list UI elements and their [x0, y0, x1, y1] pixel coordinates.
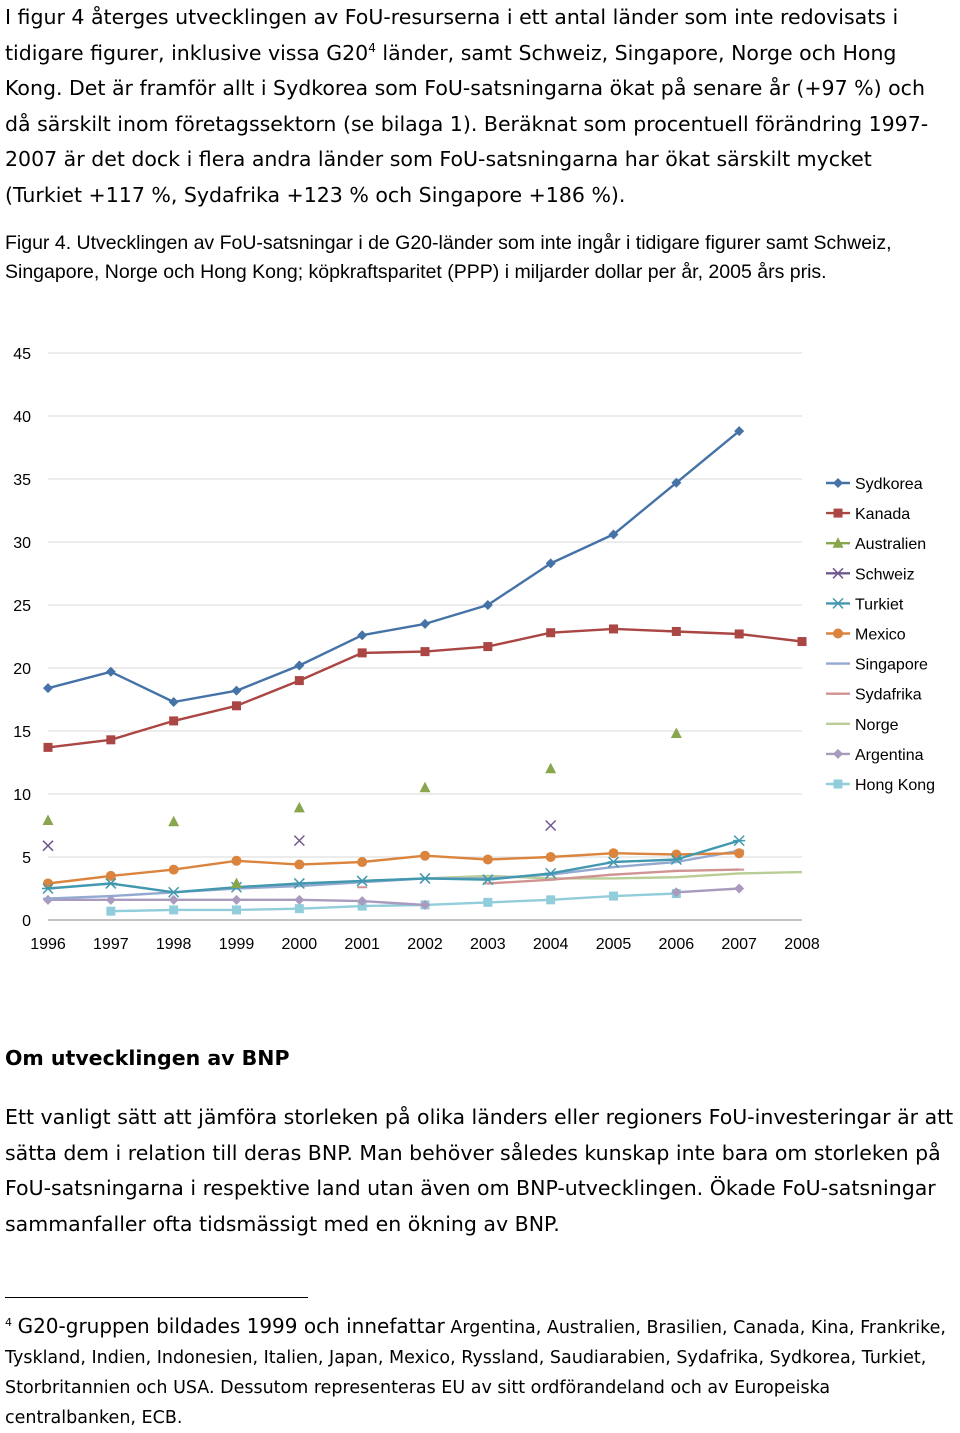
data-point-mexico — [169, 865, 179, 875]
figure-caption: Figur 4. Utvecklingen av FoU-satsningar i de G20-länder som inte ingår i tidigare figurer samt Schweiz, Singapore, Norge och Hong Kong; köpkraftsparitet (PPP) i miljarder dollar per år, 2005 års pris. — [5, 232, 892, 283]
legend-item-argentina — [826, 747, 924, 764]
data-point-sydkorea — [169, 697, 179, 707]
data-point-australien — [168, 816, 179, 827]
legend-marker — [834, 780, 843, 789]
data-point-sydkorea — [232, 686, 242, 696]
data-point-argentina — [294, 895, 304, 905]
legend-label: Schweiz — [855, 566, 915, 584]
data-point-mexico — [294, 860, 304, 870]
data-point-argentina — [43, 895, 53, 905]
legend-label: Australien — [855, 536, 927, 554]
data-point-kanada — [232, 701, 241, 710]
x-tick-label: 2007 — [721, 936, 757, 953]
data-point-hong-kong — [609, 892, 618, 901]
data-point-mexico — [420, 851, 430, 861]
x-tick-label: 2000 — [281, 936, 318, 953]
legend-label: Sydkorea — [855, 476, 923, 493]
legend-marker — [832, 598, 844, 608]
x-tick-label: 2005 — [595, 936, 632, 953]
legend-label: Turkiet — [855, 596, 904, 614]
y-tick-label: 45 — [13, 346, 31, 363]
legend-item-turkiet — [826, 596, 904, 613]
y-tick-label: 40 — [13, 409, 31, 426]
data-point-kanada — [421, 647, 430, 656]
legend-item-hong-kong — [826, 777, 935, 794]
series-line-argentina — [48, 889, 739, 905]
data-point-kanada — [358, 648, 367, 657]
y-tick-label: 5 — [22, 850, 31, 867]
x-tick-label: 1997 — [93, 936, 129, 953]
y-tick-label: 25 — [13, 598, 31, 615]
data-point-kanada — [44, 743, 53, 752]
y-axis-ticks — [13, 346, 31, 930]
data-point-hong-kong — [295, 904, 304, 913]
x-tick-label: 2003 — [470, 936, 506, 953]
legend-label: Norge — [855, 716, 899, 734]
data-point-mexico — [546, 852, 556, 862]
data-point-hong-kong — [546, 895, 555, 904]
section-title: Om utvecklingen av BNP — [5, 1046, 290, 1070]
footnote-number: 4 — [5, 1316, 12, 1329]
data-point-turkiet — [356, 876, 368, 886]
y-tick-label: 30 — [13, 535, 31, 552]
data-point-mexico — [43, 878, 53, 888]
data-point-sydkorea — [294, 660, 304, 670]
data-point-mexico — [609, 848, 619, 858]
legend-item-australien — [826, 536, 926, 553]
data-point-australien — [294, 802, 305, 813]
y-tick-label: 15 — [13, 724, 31, 741]
footnote-rest: Argentina, Australien, Brasilien, Canada, Kina, Frankrike, Tyskland, Indien, Indonesien, Italien, Japan, Mexico, Ryssland, Saudiarabien, Sydafrika, Sydkorea, Turkiet, Storbritannien och USA. Dessutom representeras EU av sitt ordförandeland och av Europeiska centralbanken, ECB. — [5, 1317, 946, 1428]
legend-marker — [833, 629, 843, 639]
legend-label: Kanada — [855, 506, 911, 524]
series-turkiet — [42, 836, 745, 898]
data-point-schweiz — [294, 836, 304, 846]
data-point-mexico — [357, 857, 367, 867]
data-point-sydkorea — [420, 619, 430, 629]
legend-item-singapore — [826, 657, 928, 674]
series-sydkorea — [43, 426, 744, 707]
data-point-kanada — [609, 624, 618, 633]
x-tick-label: 2004 — [532, 936, 569, 953]
legend-label: Argentina — [855, 746, 924, 764]
data-point-kanada — [672, 627, 681, 636]
legend-item-kanada — [826, 506, 910, 523]
x-tick-label: 2001 — [344, 936, 380, 953]
legend-marker — [833, 478, 843, 488]
body-paragraph: Ett vanligt sätt att jämföra storleken på olika länders eller regioners FoU-investeringar är att sätta dem i relation till deras BNP. Man behöver således kunskap inte bara om storleken på FoU-satsningarna i respektive land utan även om BNP-utvecklingen. Ökade FoU-satsningar sammanfaller ofta tidsmässigt med en ökning av BNP. — [5, 1105, 954, 1236]
data-point-kanada — [546, 628, 555, 637]
x-tick-label: 1996 — [30, 936, 66, 953]
legend-item-sydkorea — [826, 476, 923, 493]
legend-item-norge — [826, 717, 899, 734]
series-kanada — [44, 624, 807, 751]
legend-label: Mexico — [855, 626, 906, 644]
data-point-kanada — [798, 637, 807, 646]
legend-marker — [833, 749, 843, 759]
y-tick-label: 0 — [22, 913, 31, 930]
data-point-turkiet — [608, 857, 620, 867]
data-point-mexico — [232, 856, 242, 866]
x-tick-label: 1998 — [155, 936, 192, 953]
data-point-turkiet — [733, 836, 745, 846]
x-tick-label: 2008 — [784, 936, 820, 953]
footnote — [5, 1308, 955, 1433]
data-point-argentina — [232, 895, 242, 905]
data-point-sydkorea — [357, 630, 367, 640]
data-point-schweiz — [43, 841, 53, 851]
data-point-australien — [43, 814, 54, 825]
legend-item-schweiz — [826, 566, 915, 583]
data-point-kanada — [483, 642, 492, 651]
chart-series — [42, 426, 807, 916]
legend-item-sydafrika — [826, 687, 922, 704]
data-point-australien — [671, 728, 682, 739]
data-point-hong-kong — [232, 905, 241, 914]
data-point-kanada — [295, 676, 304, 685]
legend-item-mexico — [826, 627, 906, 644]
data-point-kanada — [106, 735, 115, 744]
data-point-hong-kong — [483, 898, 492, 907]
data-point-hong-kong — [169, 905, 178, 914]
footnote-lead: G20-gruppen bildades 1999 och innefattar — [17, 1313, 445, 1338]
y-tick-label: 20 — [13, 661, 31, 678]
chart-legend — [826, 476, 935, 794]
data-point-kanada — [169, 716, 178, 725]
data-point-australien — [545, 763, 556, 774]
x-tick-label: 2002 — [407, 936, 443, 953]
data-point-mexico — [483, 855, 493, 865]
legend-marker — [834, 509, 843, 518]
data-point-kanada — [735, 629, 744, 638]
legend-label: Singapore — [855, 656, 928, 674]
footnote-divider — [5, 1297, 308, 1298]
y-tick-label: 10 — [13, 787, 31, 804]
legend-label: Sydafrika — [855, 686, 922, 704]
intro-text-b: länder, samt Schweiz, Singapore, Norge och Hong Kong. Det är framför allt i Sydkorea som FoU-satsningarna ökat på senare år (+97 %) och då särskilt inom företagssektorn (se bilaga 1). Beräknat som procentuell förändring 1997-2007 är det dock i flera andra länder som FoU-satsningarna har ökat särskilt mycket (Turkiet +117 %, Sydafrika +123 % och Singapore +186 %). — [5, 40, 929, 207]
data-point-turkiet — [419, 873, 431, 883]
intro-paragraph — [5, 0, 955, 213]
x-tick-label: 2006 — [658, 936, 695, 953]
data-point-hong-kong — [106, 907, 115, 916]
series-line-sydkorea — [48, 431, 739, 702]
data-point-australien — [420, 782, 431, 793]
footnote-ref[interactable]: 4 — [368, 40, 376, 55]
series-line-kanada — [48, 629, 802, 748]
legend-label: Hong Kong — [855, 777, 936, 794]
line-chart — [0, 330, 960, 970]
data-point-turkiet — [545, 868, 557, 878]
x-axis-ticks — [30, 936, 820, 953]
series-schweiz — [43, 821, 556, 851]
data-point-mexico — [734, 848, 744, 858]
data-point-schweiz — [546, 821, 556, 831]
data-point-argentina — [734, 884, 744, 894]
chart-gridlines — [48, 353, 802, 920]
data-point-sydkorea — [43, 683, 53, 693]
x-tick-label: 1999 — [218, 936, 255, 953]
series-mexico — [43, 848, 744, 888]
intro-text-a: I figur 4 återges utvecklingen av FoU-resurserna i ett antal länder som inte redovisats i tidigare figurer, inklusive vissa G20 — [5, 5, 899, 65]
y-tick-label: 35 — [13, 472, 31, 489]
